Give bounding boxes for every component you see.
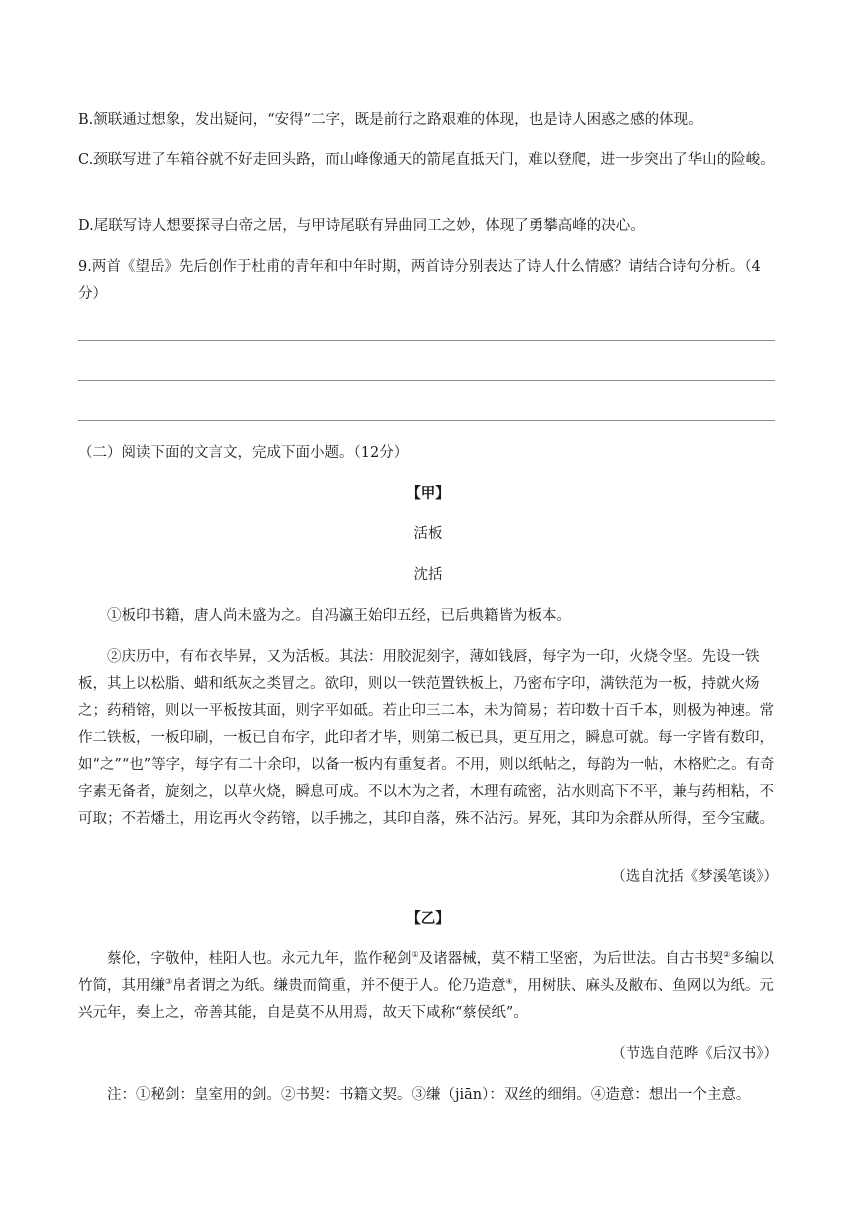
article-title: 活板 — [413, 526, 443, 542]
footnote-ref-2: ② — [723, 950, 731, 959]
jia-label: 【甲】 — [406, 485, 450, 502]
section-2-heading: （二）阅读下面的文言文，完成下面小题。（12分） — [78, 445, 409, 461]
footnote-ref-4: ④ — [505, 977, 513, 986]
yi-paragraph: 蔡伦，字敬仲，桂阳人也。永元九年，监作秘剑①及诸器械，莫不精工坚密，为后世法。自古书契②多编以竹简，其用缣③帛者谓之为纸。缣贵而简重，并不便于人。伦乃造意④，用树肤、麻头及敝布、鱼网以为纸。元兴元年，奏上之，帝善其能，自是莫不从用焉，故天下咸称“蔡侯纸”。 — [78, 950, 774, 1021]
yi-label: 【乙】 — [406, 910, 450, 927]
answer-line-3[interactable] — [78, 420, 775, 421]
jia-paragraph-2: ②庆历中，有布衣毕昇，又为活板。其法：用胶泥刻字，薄如钱唇，每字为一印，火烧令坚。先设一铁板，其上以松脂、蜡和纸灰之类冒之。欲印，则以一铁范置铁板上，乃密布字印，满铁范为一板，持就火炀之；药稍镕，则以一平板按其面，则字平如砥。若止印三二本，未为简易；若印数十百千本，则极为神速。常作二铁板，一板印刷，一板已自布字，此印者才毕，则第二板已具，更互用之，瞬息可就。每一字皆有数印，如“之”“也”等字，每字有二十余印，以备一板内有重复者。不用，则以纸帖之，每韵为一帖，木格贮之。有奇字素无备者，旋刻之，以草火烧，瞬息可成。不以木为之者，木理有疏密，沾水则高下不平，兼与药相粘，不可取；不若燔土，用讫再火令药镕，以手拂之，其印自落，殊不沾污。昇死，其印为余群从所得，至今宝藏。 — [78, 649, 775, 827]
jia-source: （选自沈括《梦溪笔谈》） — [611, 869, 778, 885]
option-d: D.尾联写诗人想要探寻白帝之居，与甲诗尾联有异曲同工之妙，体现了勇攀高峰的决心。 — [78, 218, 645, 234]
yi-source: （节选自范晔《后汉书》） — [611, 1046, 778, 1062]
option-b: B.颔联通过想象，发出疑问，“安得”二字，既是前行之路艰难的体现，也是诗人困惑之感的体现。 — [78, 112, 703, 128]
answer-line-2[interactable] — [78, 380, 775, 381]
footnote-ref-1: ① — [411, 950, 419, 959]
option-c: C.颈联写进了车箱谷就不好走回头路，而山峰像通天的箭尾直抵天门，难以登爬，进一步突出了华山的险峻。 — [78, 152, 775, 168]
jia-paragraph-1: ①板印书籍，唐人尚未盛为之。自冯瀛王始印五经，已后典籍皆为板本。 — [107, 608, 571, 624]
footnotes: 注：①秘剑：皇室用的剑。②书契：书籍文契。③缣（jiān）：双丝的细绢。④造意：想出一个主意。 — [107, 1087, 751, 1103]
article-author: 沈括 — [413, 567, 443, 583]
question-9: 9.两首《望岳》先后创作于杜甫的青年和中年时期，两首诗分别表达了诗人什么情感？请结合诗句分析。（4分） — [78, 259, 761, 302]
answer-line-1[interactable] — [78, 340, 775, 341]
footnote-ref-3: ③ — [165, 977, 173, 986]
